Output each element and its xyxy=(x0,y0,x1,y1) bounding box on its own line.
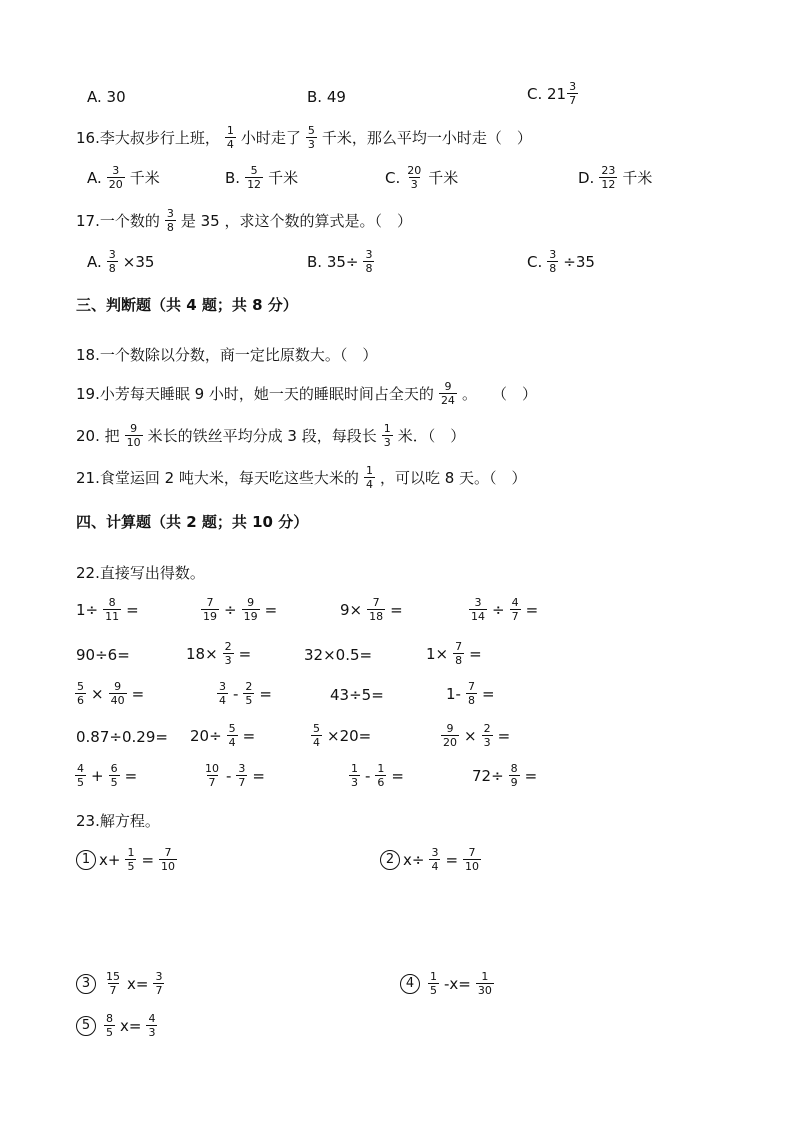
calc-r3c2: $\frac{3}{4}$ - $\frac{2}{5}$ = xyxy=(219,680,272,707)
q17-option-b: B. 35÷ $\frac{3}{8}$ xyxy=(307,248,373,275)
circled-number: 1 xyxy=(76,850,96,870)
calc-r5c2: $\frac{10}{7}$ - $\frac{3}{7}$ = xyxy=(205,762,265,789)
fraction: $\frac{5}{6}$ xyxy=(77,680,84,707)
calc-r5c1: $\frac{4}{5}$ + $\frac{6}{5}$ = xyxy=(77,762,138,789)
fraction: $\frac{8}{9}$ xyxy=(510,762,518,789)
section-3-heading: 三、判断题（共 4 题；共 8 分） xyxy=(76,296,298,314)
fraction: $\frac{4}{5}$ xyxy=(77,762,84,789)
q15-option-a: A. 30 xyxy=(87,88,126,106)
fraction: $\frac{5}{3}$ xyxy=(307,124,315,151)
circled-number: 2 xyxy=(380,850,400,870)
fraction: $\frac{8}{11}$ xyxy=(105,596,120,623)
calc-r4c1: 0.87÷0.29= xyxy=(76,728,168,746)
q15-option-c-prefix: C. 21 xyxy=(527,84,567,103)
fraction: $\frac{9}{10}$ xyxy=(126,422,141,449)
fraction: $\frac{3}{4}$ xyxy=(219,680,226,707)
question-20: 20. 把 $\frac{9}{10}$ 米长的铁丝平均分成 3 段，每段长 $\frac{1}{3}$ 米．（ ） xyxy=(76,422,466,449)
fraction: $\frac{1}{3}$ xyxy=(351,762,358,789)
fraction: $\frac{1}{5}$ xyxy=(127,846,135,873)
fraction: $\frac{7}{10}$ xyxy=(161,846,176,873)
calc-r5c4: 72÷ $\frac{8}{9}$ = xyxy=(472,762,538,789)
calc-r3c4: 1- $\frac{7}{8}$ = xyxy=(446,680,495,707)
circled-number: 4 xyxy=(400,974,420,994)
fraction: $\frac{9}{24}$ xyxy=(440,380,455,407)
calc-r3c3: 43÷5= xyxy=(330,686,384,704)
fraction: $\frac{5}{12}$ xyxy=(247,164,262,191)
equation-5: 5 $\frac{8}{5}$ x= $\frac{4}{3}$ xyxy=(76,1012,162,1039)
calc-r2c4: 1× $\frac{7}{8}$ = xyxy=(426,640,482,667)
calc-r4c3: $\frac{5}{4}$ ×20= xyxy=(313,722,372,749)
fraction: $\frac{3}{7}$ xyxy=(238,762,246,789)
calc-r3c1: $\frac{5}{6}$ × $\frac{9}{40}$ = xyxy=(77,680,145,707)
fraction: $\frac{7}{18}$ xyxy=(369,596,384,623)
equation-1: 1 x+ $\frac{1}{5}$ = $\frac{7}{10}$ xyxy=(76,846,182,873)
fraction: $\frac{7}{8}$ xyxy=(455,640,463,667)
question-19: 19.小芳每天睡眠 9 小时，她一天的睡眠时间占全天的 $\frac{9}{24}$ 。 （ ） xyxy=(76,380,537,407)
calc-r2c1: 90÷6= xyxy=(76,646,130,664)
fraction: $\frac{2}{5}$ xyxy=(245,680,253,707)
fraction: $\frac{2}{3}$ xyxy=(224,640,232,667)
calc-r1c1: 1÷ $\frac{8}{11}$ = xyxy=(76,596,139,623)
calc-r4c2: 20÷ $\frac{5}{4}$ = xyxy=(190,722,256,749)
equation-4: 4 $\frac{1}{5}$ -x= $\frac{1}{30}$ xyxy=(400,970,499,997)
fraction: $\frac{4}{7}$ xyxy=(511,596,519,623)
calc-r2c3: 32×0.5= xyxy=(304,646,373,664)
calc-r5c3: $\frac{1}{3}$ - $\frac{1}{6}$ = xyxy=(351,762,404,789)
fraction: $\frac{3}{20}$ xyxy=(108,164,123,191)
calc-r1c3: 9× $\frac{7}{18}$ = xyxy=(340,596,403,623)
q16-option-b: B. $\frac{5}{12}$ 千米 xyxy=(225,164,299,191)
q17-option-c: C. $\frac{3}{8}$ ÷35 xyxy=(527,248,595,275)
q15-option-c xyxy=(527,80,583,107)
q16-option-a: A. $\frac{3}{20}$ 千米 xyxy=(87,164,160,191)
question-23-title: 23.解方程。 xyxy=(76,812,160,830)
fraction: $\frac{9}{19}$ xyxy=(243,596,258,623)
q16-option-c: C. $\frac{20}{3}$ 千米 xyxy=(385,164,459,191)
fraction: $\frac{1}{4}$ xyxy=(226,124,234,151)
fraction: $\frac{3}{8}$ xyxy=(166,207,174,234)
question-22-title: 22.直接写出得数。 xyxy=(76,564,205,582)
calc-r1c4: $\frac{3}{14}$ ÷ $\frac{4}{7}$ = xyxy=(471,596,539,623)
fraction: $\frac{1}{5}$ xyxy=(430,970,437,997)
fraction: $\frac{2}{3}$ xyxy=(483,722,491,749)
fraction: $\frac{1}{30}$ xyxy=(477,970,492,997)
calc-r1c2: $\frac{7}{19}$ ÷ $\frac{9}{19}$ = xyxy=(203,596,278,623)
fraction: $\frac{7}{19}$ xyxy=(203,596,217,623)
fraction: $\frac{15}{7}$ xyxy=(106,970,120,997)
fraction: $\frac{1}{3}$ xyxy=(383,422,391,449)
fraction: $\frac{5}{4}$ xyxy=(313,722,320,749)
equation-3: 3 $\frac{15}{7}$ x= $\frac{3}{7}$ xyxy=(76,970,169,997)
fraction: $\frac{9}{20}$ xyxy=(443,722,457,749)
q16-option-d: D. $\frac{23}{12}$ 千米 xyxy=(578,164,653,191)
q15-option-b: B. 49 xyxy=(307,88,346,106)
fraction: $\frac{6}{5}$ xyxy=(110,762,118,789)
section-4-heading: 四、计算题（共 2 题；共 10 分） xyxy=(76,513,309,531)
fraction: $\frac{7}{10}$ xyxy=(465,846,480,873)
fraction: $\frac{3}{14}$ xyxy=(471,596,485,623)
fraction: $\frac{3}{4}$ xyxy=(431,846,439,873)
fraction: $\frac{1}{4}$ xyxy=(365,464,373,491)
fraction: $\frac{3}{7}$ xyxy=(569,80,577,107)
calc-r2c2: 18× $\frac{2}{3}$ = xyxy=(186,640,252,667)
circled-number: 3 xyxy=(76,974,96,994)
fraction: $\frac{3}{7}$ xyxy=(155,970,163,997)
fraction: $\frac{3}{8}$ xyxy=(549,248,557,275)
fraction: $\frac{23}{12}$ xyxy=(601,164,616,191)
fraction: $\frac{3}{8}$ xyxy=(365,248,373,275)
circled-number: 5 xyxy=(76,1016,96,1036)
question-17: 17.一个数的 $\frac{3}{8}$ 是 35 ，求这个数的算式是。（ ） xyxy=(76,207,412,234)
question-18: 18.一个数除以分数，商一定比原数大。（ ） xyxy=(76,346,378,364)
fraction: $\frac{1}{6}$ xyxy=(377,762,385,789)
calc-r4c4: $\frac{9}{20}$ × $\frac{2}{3}$ = xyxy=(443,722,511,749)
fraction: $\frac{10}{7}$ xyxy=(205,762,219,789)
question-21: 21.食堂运回 2 吨大米，每天吃这些大米的 $\frac{1}{4}$ ，可以吃 8 天。（ ） xyxy=(76,464,527,491)
fraction: $\frac{20}{3}$ xyxy=(407,164,422,191)
fraction: $\frac{8}{5}$ xyxy=(106,1012,113,1039)
equation-2: 2 x÷ $\frac{3}{4}$ = $\frac{7}{10}$ xyxy=(380,846,486,873)
fraction: $\frac{5}{4}$ xyxy=(228,722,236,749)
fraction: $\frac{7}{8}$ xyxy=(467,680,475,707)
fraction: $\frac{9}{40}$ xyxy=(110,680,125,707)
fraction: $\frac{3}{8}$ xyxy=(108,248,116,275)
q17-option-a: A. $\frac{3}{8}$ ×35 xyxy=(87,248,155,275)
fraction: $\frac{4}{3}$ xyxy=(148,1012,156,1039)
question-16: 16.李大叔步行上班， $\frac{1}{4}$ 小时走了 $\frac{5}{3}$ 千米，那么平均一小时走（ ） xyxy=(76,124,532,151)
